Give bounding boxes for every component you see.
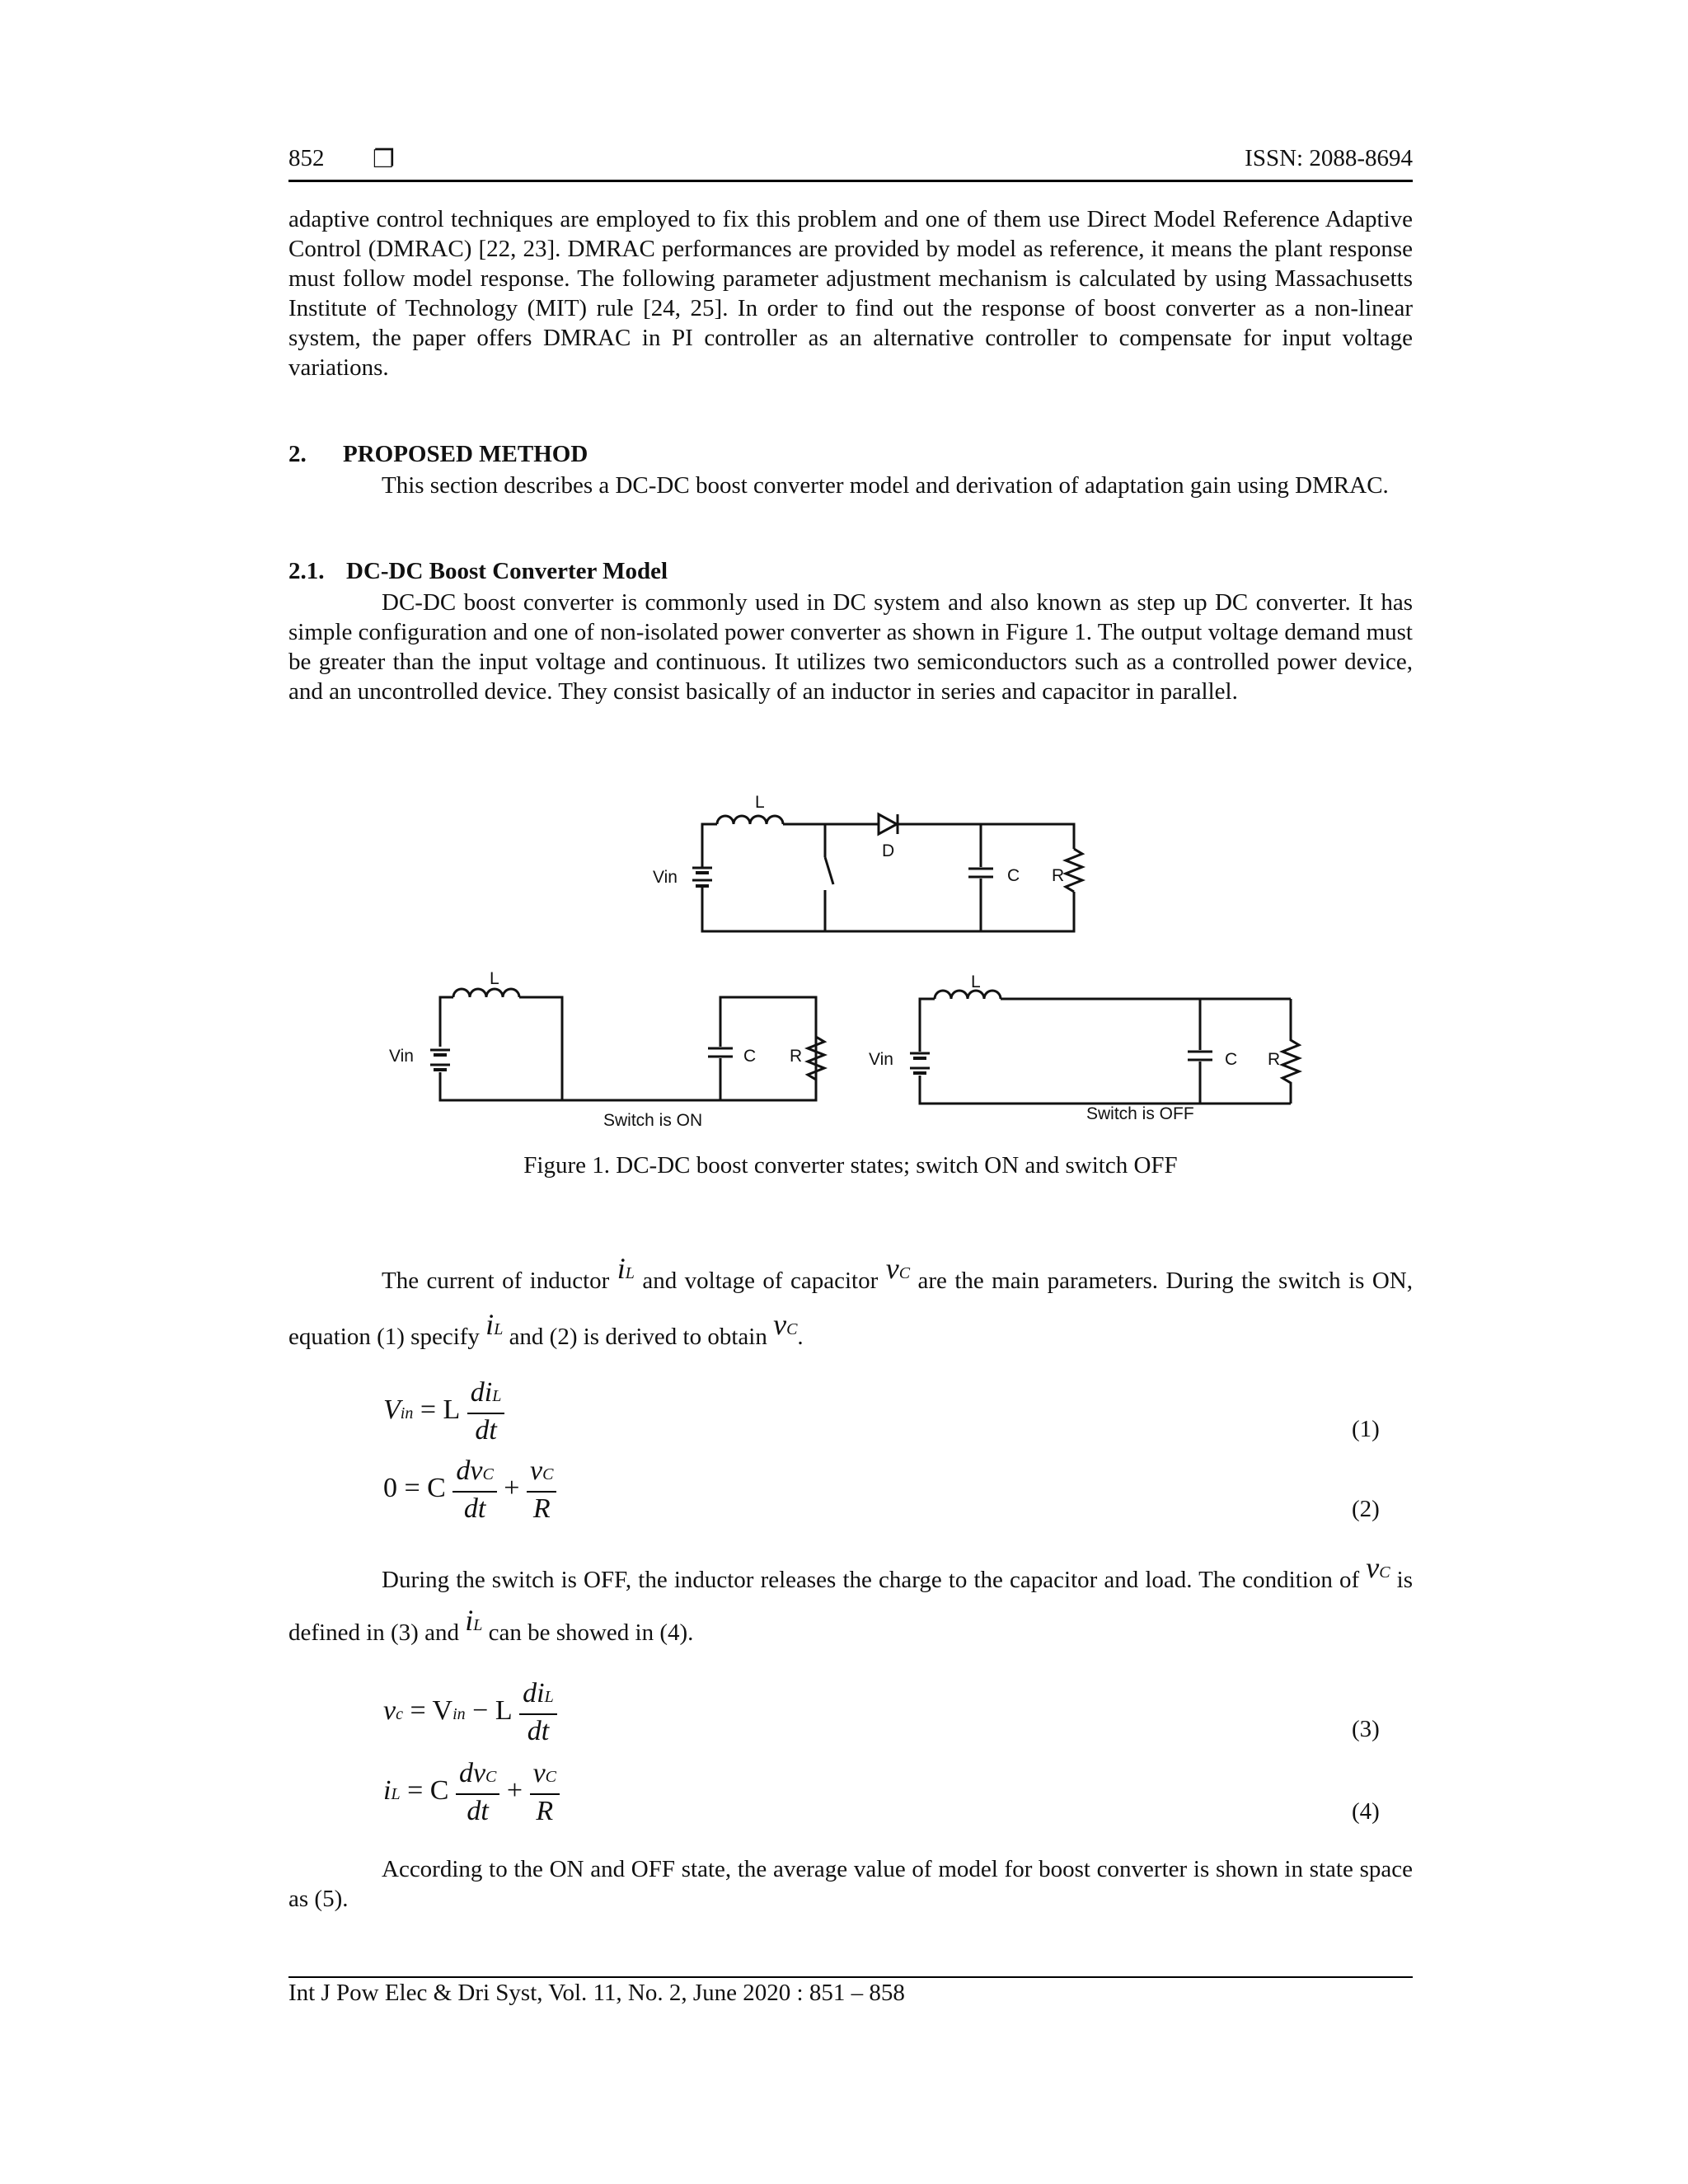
switch-off-paragraph: During the switch is OFF, the inductor releases the charge to the capacitor and load. The condition of vC is defined in (3) and iL can be showed in (4). [288, 1551, 1413, 1646]
resistor-label: R [790, 1047, 803, 1066]
equation-2: 0 = C $\frac{\text{dvC}}{dt}$ + $\frac{vC}{R}$ [383, 1455, 556, 1526]
footer-rule [288, 1976, 1413, 1978]
equation-1: Vin = L $\frac{\text{diL}}{dt}$ [383, 1376, 504, 1447]
vin-label: Vin [653, 868, 678, 887]
subsection-paragraph: DC-DC boost converter is commonly used in DC system and also known as step up DC converter. It has simple configuration and one of non-isolated power converter as shown in Figure 1. The output voltage demand must be greater than the input voltage and continuous. It utilizes two semiconductors such as a controlled power device, and an uncontrolled device. They consist basically of an inductor in series and capacitor in parallel. [288, 589, 1413, 705]
footer-citation: Int J Pow Elec & Dri Syst, Vol. 11, No. 2, June 2020 : 851 – 858 [288, 1980, 905, 2006]
equation-number: (1) [1352, 1416, 1380, 1442]
average-model-paragraph: According to the ON and OFF state, the average value of model for boost converter is shown in state space as (5). [288, 1856, 1413, 1912]
switch-symbol [825, 857, 833, 884]
equation-4: iL = C $\frac{\text{dvC}}{dt}$ + $\frac{vC}{R}$ [383, 1757, 560, 1828]
inductor-label: L [971, 972, 981, 991]
capacitor-label: C [1225, 1050, 1238, 1069]
box-icon: ❐ [373, 146, 395, 173]
equation-number: (2) [1352, 1496, 1380, 1522]
switch-on-label: Switch is ON [603, 1111, 703, 1129]
section-heading [288, 441, 588, 468]
figure-caption: Figure 1. DC-DC boost converter states; switch ON and switch OFF [523, 1152, 1178, 1179]
inductor-symbol [717, 816, 783, 824]
parameters-paragraph: The current of inductor iL and voltage of capacitor vC are the main parameters. During the switch is ON, equation (1) specify iL and (2) is derived to obtain vC. [288, 1252, 1414, 1350]
section-paragraph: This section describes a DC-DC boost converter model and derivation of adaptation gain using DMRAC. [382, 472, 1389, 499]
capacitor-label: C [1007, 866, 1020, 885]
equation-number: (4) [1352, 1798, 1380, 1825]
page-number: 852 [288, 145, 325, 171]
header-rule [288, 180, 1413, 182]
vin-label: Vin [869, 1050, 893, 1069]
diode-symbol [879, 814, 897, 834]
issn-label: ISSN: 2088-8694 [1245, 145, 1413, 171]
subsection-heading [288, 558, 668, 585]
capacitor-label: C [743, 1047, 757, 1066]
diode-label: D [882, 841, 895, 860]
resistor-label: R [1268, 1050, 1281, 1069]
section-number: 2. [288, 441, 307, 467]
vin-label: Vin [389, 1047, 414, 1066]
section-title: PROPOSED METHOD [343, 441, 588, 467]
switch-on-circuit [381, 964, 842, 1129]
subsection-title: DC-DC Boost Converter Model [346, 558, 668, 584]
resistor-symbol [1066, 849, 1082, 892]
inductor-label: L [490, 969, 499, 988]
equation-3: vc = Vin − L $\frac{\text{diL}}{dt}$ [383, 1677, 557, 1748]
switch-off-circuit [864, 966, 1325, 1131]
switch-off-label: Switch is OFF [1086, 1104, 1194, 1123]
subsection-number: 2.1. [288, 558, 325, 584]
equation-number: (3) [1352, 1716, 1380, 1742]
inductor-label: L [755, 793, 765, 812]
intro-paragraph: adaptive control techniques are employed to fix this problem and one of them use Direct Model Reference Adaptive Control (DMRAC) [22, 23]. DMRAC performances are provided by model as reference, it means the plant response must follow model response. The following parameter adjustment mechanism is calculated by using Massachusetts Institute of Technology (MIT) rule [24, 25]. In order to find out the response of boost converter as a non-linear system, the paper offers DMRAC in PI controller as an alternative controller to compensate for input voltage variations. [288, 206, 1413, 381]
resistor-label: R [1052, 866, 1065, 885]
boost-converter-circuit [635, 787, 1096, 944]
